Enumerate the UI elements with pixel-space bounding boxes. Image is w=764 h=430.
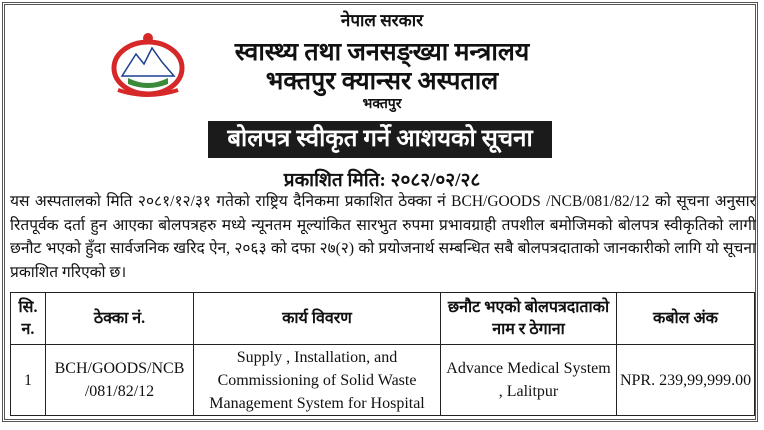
- cell-serial: 1: [11, 345, 46, 416]
- notice-title-banner: बोलपत्र स्वीकृत गर्ने आशयको सूचना: [208, 121, 552, 158]
- cell-amount: NPR. 239,99,999.00: [617, 345, 755, 416]
- header-amount: कबोल अंक: [617, 293, 755, 345]
- award-table: [10, 292, 755, 416]
- header-contract-no: ठेक्का नं.: [46, 293, 194, 345]
- ministry-heading: स्वास्थ्य तथा जनसङ्ख्या मन्त्रालय: [234, 39, 530, 66]
- cell-description: Supply , Installation, and Commissioning of Solid Waste Management System for Hospital: [194, 345, 441, 416]
- notice-body-text: यस अस्पतालको मिति २०८१/१२/३१ गतेको राष्ट्रिय दैनिकमा प्रकाशित ठेक्का नं BCH/GOODS /NCB/081/82/12 को सूचना अनुसार रितपूर्वक दर्ता हुन आएका बोलपत्रहरु मध्ये न्यूनतम मूल्यांकित सारभुत रुपमा प्रभावग्राही तपशील बमोजिमको बोलपत्र स्वीकृतिको लागी छनौट भएको हुँदा सार्वजनिक खरिद ऐन, २०६३ को दफा २७(२) को प्रयोजनार्थ सम्बन्धित सबै बोलपत्रदाताको जानकारीको लागि यो सूचना प्रकाशित गरिएको छ।: [10, 193, 756, 281]
- header-description: कार्य विवरण: [194, 293, 441, 345]
- header-serial: सि. न.: [11, 293, 46, 345]
- table-row: [11, 345, 755, 416]
- table-header-row: [11, 293, 755, 345]
- header-bidder: छनौट भएको बोलपत्रदाताको नाम र ठेगाना: [441, 293, 617, 345]
- government-heading: नेपाल सरकार: [340, 11, 424, 30]
- location-heading: भक्तपुर: [362, 97, 402, 112]
- published-date: प्रकाशित मिति: २०८२/०२/२८: [283, 170, 481, 191]
- cell-bidder: Advance Medical System , Lalitpur: [441, 345, 617, 416]
- hospital-heading: भक्तपुर क्यान्सर अस्पताल: [265, 68, 499, 95]
- cell-contract-no: BCH/GOODS/NCB /081/82/12: [46, 345, 194, 416]
